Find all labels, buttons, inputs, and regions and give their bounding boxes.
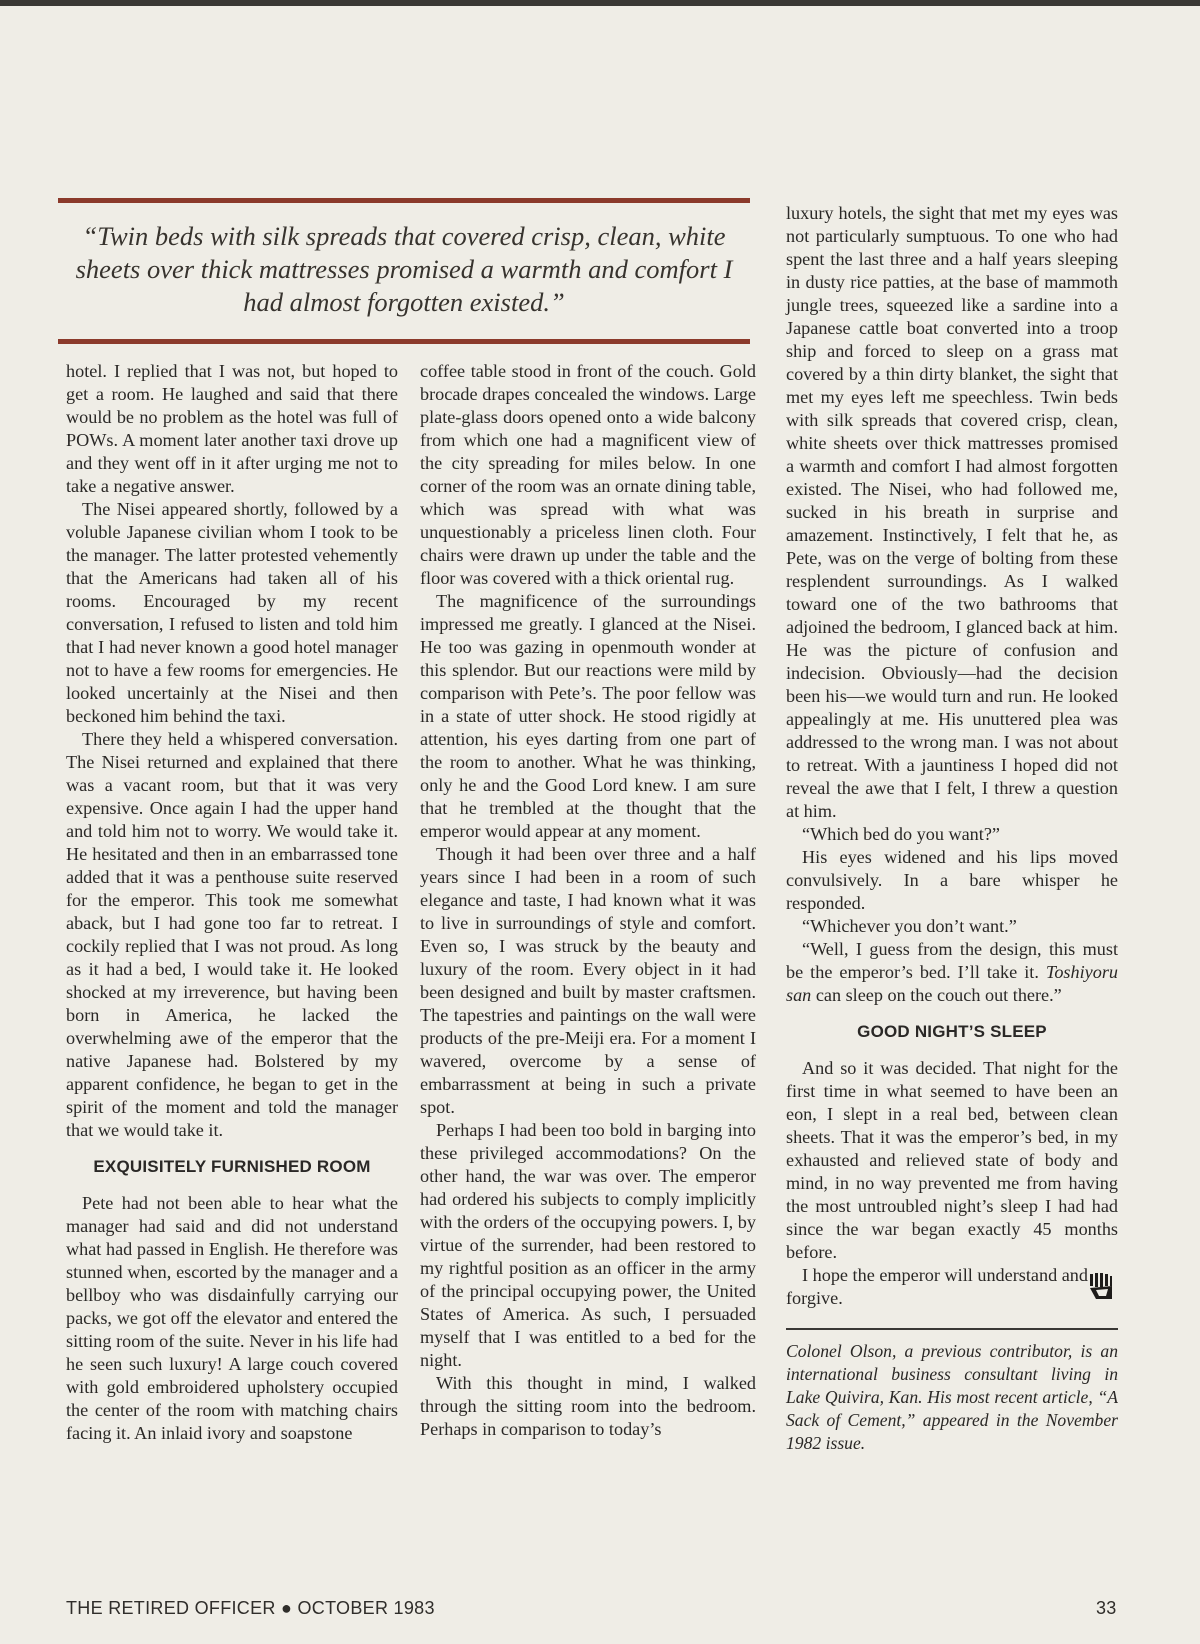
- article-column-1: [66, 360, 398, 1445]
- paragraph: And so it was decided. That night for the first time in what seemed to have been an eon, I slept in a real bed, between clean sheets. That it was the emperor’s bed, in my exhausted and relieved state of body and mind, in no way prevented me from having the most untroubled night’s sleep I had had since the war began exactly 45 months before.: [786, 1058, 1118, 1262]
- paragraph: There they held a whispered conversation. The Nisei returned and explained that there was a vacant room, but that it was very expensive. Once again I had the upper hand and told him not to worry. We would take it. He hesitated and then in an embarrassed tone added that it was a penthouse suite reserved for the emperor. This took me somewhat aback, but I had gone too far to retreat. I cockily replied that I was not proud. As long as it had a bed, I would take it. He looked shocked at my irreverence, but having been born in America, he lacked the overwhelming awe of the emperor that the native Japanese had. Bolstered by my apparent confidence, he began to get in the spirit of the moment and told the manager that we would take it.: [66, 729, 398, 1140]
- dialogue-paragraph: [786, 938, 1118, 1007]
- closing-text: I hope the emperor will understand and forgive.: [786, 1265, 1088, 1308]
- paragraph: hotel. I replied that I was not, but hoped to get a room. He laughed and said that there would be no problem as the hotel was full of POWs. A moment later another taxi drove up and they went off in it after urging me not to take a negative answer.: [66, 361, 398, 496]
- dialogue-text: can sleep on the couch out there.”: [811, 985, 1062, 1005]
- page-top-edge: [0, 0, 1200, 6]
- closing-paragraph: [786, 1264, 1118, 1310]
- paragraph: Though it had been over three and a half years since I had been in a room of such elegance and taste, I had known what it was to live in surroundings of style and comfort. Even so, I was struck by the beauty and luxury of the room. Every object in it had been designed and built by master craftsmen. The tapestries and paintings on the wall were products of the pre-Meiji era. For a moment I wavered, overcome by a sense of embarrassment at being in such a private spot.: [420, 844, 756, 1117]
- paragraph: Perhaps I had been too bold in barging into these privileged accommodations? On the other hand, the war was over. The emperor had ordered his subjects to comply implicitly with the orders of the occupying powers. I, by virtue of the surrender, had been restored to my rightful position as an officer in the army of the principal occupying power, the United States of America. As such, I persuaded myself that I was entitled to a bed for the night.: [420, 1120, 756, 1370]
- pull-quote-top-rule: [58, 198, 750, 203]
- paragraph: His eyes widened and his lips moved convulsively. In a bare whisper he responded.: [786, 847, 1118, 913]
- pull-quote: [58, 198, 750, 344]
- running-footer: THE RETIRED OFFICER ● OCTOBER 1983: [66, 1598, 435, 1618]
- pull-quote-bottom-rule: [58, 339, 750, 344]
- dialogue-line: “Which bed do you want?”: [802, 824, 1000, 844]
- paragraph: coffee table stood in front of the couch. Gold brocade drapes concealed the windows. Large plate-glass doors opened onto a wide balcony from which one had a magnificent view of the city spreading for miles below. In one corner of the room was an ornate dining table, which was spread with what was unquestionably a priceless linen cloth. Four chairs were drawn up under the table and the floor was covered with a thick oriental rug.: [420, 361, 756, 588]
- bio-divider: [786, 1328, 1118, 1330]
- dialogue-line: “Whichever you don’t want.”: [802, 916, 1017, 936]
- section-subhead: EXQUISITELY FURNISHED ROOM: [93, 1157, 371, 1176]
- section-subhead: GOOD NIGHT’S SLEEP: [857, 1022, 1047, 1041]
- article-column-2: [420, 360, 756, 1441]
- article-column-3: [786, 202, 1118, 1455]
- paragraph: The Nisei appeared shortly, followed by a voluble Japanese civilian whom I took to be the manager. The latter protested vehemently that the Americans had taken all of his rooms. Encouraged by my recent conversation, I refused to listen and told him that I had never known a good hotel manager not to have a few rooms for emergencies. He looked uncertainly at the Nisei and then beckoned him behind the taxi.: [66, 499, 398, 726]
- italic-name: Toshiyoru san: [786, 962, 1118, 1005]
- paragraph: luxury hotels, the sight that met my eyes was not particularly sumptuous. To one who had spent the last three and a half years sleeping in dusty rice patties, at the base of mammoth jungle trees, squeezed like a sardine into a Japanese cattle boat converted into a troop ship and forced to sleep on a grass mat covered by a thin dirty blanket, the sight that met my eyes left me speechless. Twin beds with silk spreads that covered crisp, clean, white sheets over thick mattresses promised a warmth and comfort I had almost forgotten existed. The Nisei, who had followed me, sucked in his breath in surprise and amazement. Instinctively, I felt that he, as Pete, was on the verge of bolting from these resplendent surroundings. As I walked toward one of the two bathrooms that adjoined the bedroom, I glanced back at him. He was the picture of confusion and indecision. Obviously—had the decision been his—we would turn and run. He looked appealingly at me. His unuttered plea was addressed to the wrong man. I was not about to retreat. With a jauntiness I hoped did not reveal the awe that I felt, I threw a question at him.: [786, 203, 1118, 821]
- page-number: 33: [1096, 1598, 1117, 1618]
- pull-quote-text: “Twin beds with silk spreads that covered crisp, clean, white sheets over thick mattresses promised a warmth and comfort I had almost forgotten existed.”: [75, 221, 733, 317]
- paragraph: With this thought in mind, I walked through the sitting room into the bedroom. Perhaps in comparison to today’s: [420, 1373, 756, 1439]
- author-bio: Colonel Olson, a previous contributor, is an international business consultant living in Lake Quivira, Kan. His most recent article, “A Sack of Cement,” appeared in the November 1982 issue.: [786, 1341, 1118, 1453]
- publication-logo-end-mark-icon: [1088, 1272, 1114, 1300]
- paragraph: The magnificence of the surroundings impressed me greatly. I glanced at the Nisei. He too was gazing in openmouth wonder at this splendor. But our reactions were mild by comparison with Pete’s. The poor fellow was in a state of utter shock. He stood rigidly at attention, his eyes darting from one part of the room to another. What he was thinking, only he and the Good Lord knew. I am sure that he trembled at the thought that the emperor would appear at any moment.: [420, 591, 756, 841]
- paragraph: Pete had not been able to hear what the manager had said and did not understand what had passed in English. He therefore was stunned when, escorted by the manager and a bellboy who was disdainfully carrying our packs, we got off the elevator and entered the sitting room of the suite. Never in his life had he seen such luxury! A large couch covered with gold embroidered upholstery occupied the center of the room with matching chairs facing it. An inlaid ivory and soapstone: [66, 1193, 398, 1443]
- dialogue-text: “Well, I guess from the design, this must be the emperor’s bed. I’ll take it.: [786, 939, 1118, 982]
